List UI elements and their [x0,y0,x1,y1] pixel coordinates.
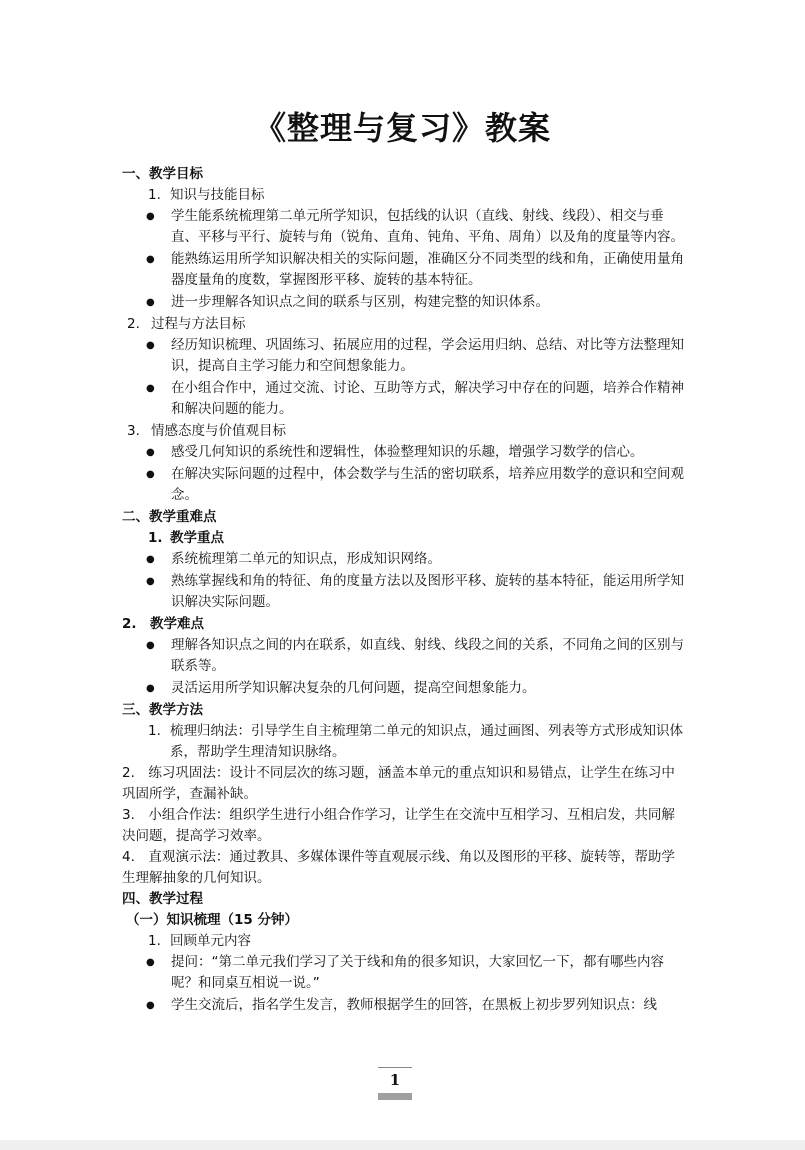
item-label: 教学重点 [170,530,224,546]
bullet-item: ● 熟练掌握线和角的特征、角的度量方法以及图形平移、旋转的基本特征，能运用所学知识解决实际问题。 [122,571,687,613]
bullet-icon: ● [146,554,155,565]
bullet-icon: ● [146,640,155,651]
method-paragraph: 4. 直观演示法：通过教具、多媒体课件等直观展示线、角以及图形的平移、旋转等，帮助学生理解抽象的几何知识。 [122,849,675,886]
bullet-item: ● 学生交流后，指名学生发言，教师根据学生的回答，在黑板上初步罗列知识点：线 [122,995,687,1016]
bullet-icon: ● [146,211,155,222]
bullet-item: ● 在小组合作中，通过交流、讨论、互助等方式，解决学习中存在的问题，培养合作精神和解决问题的能力。 [122,378,687,420]
item-label: 过程与方法目标 [151,316,246,332]
bullet-icon: ● [146,383,155,394]
section-heading: 四、教学过程 [122,891,203,907]
numbered-item [122,528,687,549]
numbered-item [122,721,687,763]
numbered-item [122,614,687,635]
document-title: 《整理与复习》教案 [253,109,551,147]
item-label: 知识与技能目标 [170,187,265,203]
item-number: 3. [127,423,140,439]
bullet-icon: ● [146,683,155,694]
item-number: 1. [148,530,163,546]
item-label: 情感态度与价值观目标 [151,423,286,439]
bullet-item: ● 理解各知识点之间的内在联系，如直线、射线、线段之间的关系，不同角之间的区别与联系等。 [122,635,687,677]
bullet-icon: ● [146,576,155,587]
item-number: 2. [122,616,137,632]
item-label: 回顾单元内容 [170,933,251,949]
method-paragraph: 3. 小组合作法：组织学生进行小组合作学习，让学生在交流中互相学习、互相启发，共同解决问题，提高学习效率。 [122,807,675,844]
bullet-item: ● 在解决实际问题的过程中，体会数学与生活的密切联系，培养应用数学的意识和空间观念。 [122,464,687,506]
bullet-icon: ● [146,297,155,308]
bullet-icon: ● [146,957,155,968]
item-number: 1. [148,933,161,949]
page-number: 1 [389,1071,401,1089]
bullet-item: ● 提问：“第二单元我们学习了关于线和角的很多知识，大家回忆一下，都有哪些内容呢？和同桌互相说一说。” [122,952,687,994]
item-number: 2. [127,316,140,332]
item-number: 1. [148,723,161,739]
item-number: 1. [148,187,161,203]
bullet-icon: ● [146,340,155,351]
subsection-heading: （一）知识梳理（15 分钟） [126,912,298,928]
footer-bar [378,1093,412,1100]
bullet-item: ● 灵活运用所学知识解决复杂的几何问题，提高空间想象能力。 [122,678,687,699]
bullet-item: ● 学生能系统梳理第二单元所学知识，包括线的认识（直线、射线、线段）、相交与垂直、平移与平行、旋转与角（锐角、直角、钝角、平角、周角）以及角的度量等内容。 [122,206,687,248]
numbered-item [122,314,687,335]
page-footer [378,1067,412,1100]
numbered-item [122,931,687,952]
item-text: 梳理归纳法：引导学生自主梳理第二单元的知识点，通过画图、列表等方式形成知识体系，帮助学生理清知识脉络。 [170,723,683,760]
method-paragraph: 2. 练习巩固法：设计不同层次的练习题，涵盖本单元的重点知识和易错点，让学生在练习中巩固所学，查漏补缺。 [122,765,675,802]
document-body [122,164,687,1017]
item-label: 教学难点 [150,616,204,632]
bullet-item: ● 系统梳理第二单元的知识点，形成知识网络。 [122,549,687,570]
numbered-item [122,185,687,206]
numbered-item [122,421,687,442]
footer-rule [378,1067,412,1068]
bullet-icon: ● [146,254,155,265]
section-heading: 一、教学目标 [122,166,203,182]
bullet-item: ● 经历知识梳理、巩固练习、拓展应用的过程，学会运用归纳、总结、对比等方法整理知识，提高自主学习能力和空间想象能力。 [122,335,687,377]
section-heading: 三、教学方法 [122,702,203,718]
bullet-item: ● 能熟练运用所学知识解决相关的实际问题，准确区分不同类型的线和角，正确使用量角器度量角的度数，掌握图形平移、旋转的基本特征。 [122,249,687,291]
bullet-item: ● 进一步理解各知识点之间的联系与区别，构建完整的知识体系。 [122,292,687,313]
bullet-icon: ● [146,1000,155,1011]
bullet-item: ● 感受几何知识的系统性和逻辑性，体验整理知识的乐趣，增强学习数学的信心。 [122,442,687,463]
bullet-icon: ● [146,469,155,480]
bullet-icon: ● [146,447,155,458]
section-heading: 二、教学重难点 [122,509,217,525]
